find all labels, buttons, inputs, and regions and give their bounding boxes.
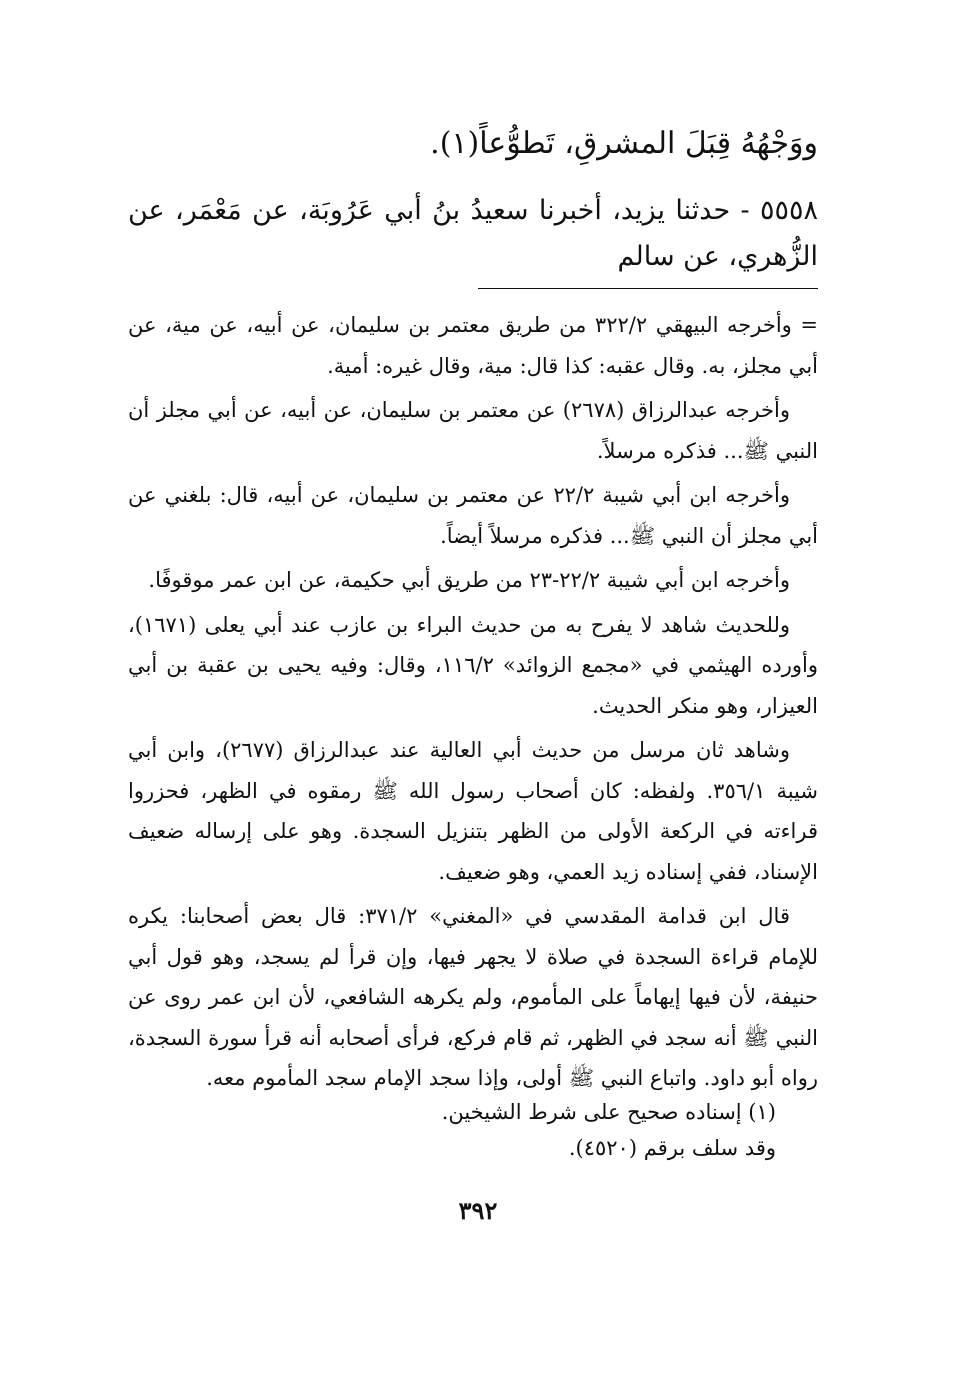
- page-number: ٣٩٢: [458, 1196, 498, 1225]
- note-paragraph: = وأخرجه البيهقي ٣٢٢/٢ من طريق معتمر بن سليمان، عن أبيه، عن مية، عن أبي مجلز، به. وقال عقبه: كذا قال: مية، وقال غيره: أمية.: [128, 313, 818, 378]
- notes-section: [128, 305, 818, 1103]
- footnote-line: (١) إسناده صحيح على شرط الشيخين.: [441, 1100, 776, 1124]
- footnote-line: وقد سلف برقم (٤٥٢٠).: [568, 1136, 776, 1160]
- note-paragraph: وشاهد ثان مرسل من حديث أبي العالية عند عبدالرزاق (٢٦٧٧)، وابن أبي شيبة ٣٥٦/١. ولفظه: كان أصحاب رسول الله ﷺ رمقوه في الظهر، فحزروا قراءته في الركعة الأولى من الظهر بتنزيل السجدة. وهو على إرساله ضعيف الإسناد، ففي إسناده زيد العمي، وهو ضعيف.: [128, 738, 818, 884]
- note-paragraph: وأخرجه عبدالرزاق (٢٦٧٨) عن معتمر بن سليمان، عن أبيه، عن أبي مجلز أن النبي ﷺ... فذكره مرسلاً.: [128, 398, 818, 463]
- main-text-line: ووَجْهُهُ قِبَلَ المشرقِ، تَطوُّعاً(١).: [430, 126, 818, 161]
- footnote-section: [128, 1094, 818, 1166]
- note-paragraph: وأخرجه ابن أبي شيبة ٢٢/٢ عن معتمر بن سليمان، عن أبيه، قال: بلغني عن أبي مجلز أن النبي ﷺ... فذكره مرسلاً أيضاً.: [128, 483, 818, 548]
- note-paragraph: وللحديث شاهد لا يفرح به من حديث البراء بن عازب عند أبي يعلى (١٦٧١)، وأورده الهيثمي في «مجمع الزوائد» ١١٦/٢، وقال: وفيه يحيى بن عقبة بن أبي العيزار، وهو منكر الحديث.: [128, 612, 818, 718]
- note-paragraph: وأخرجه ابن أبي شيبة ٢٢/٢-٢٣ من طريق أبي حكيمة، عن ابن عمر موقوفًا.: [148, 568, 790, 592]
- note-paragraph: قال ابن قدامة المقدسي في «المغني» ٣٧١/٢: قال بعض أصحابنا: يكره للإمام قراءة السجدة في صلاة لا يجهر فيها، وإن قرأ لم يسجد، وهو قول أبي حنيفة، لأن فيها إيهاماً على المأموم، ولم يكرهه الشافعي، لأن ابن عمر روى عن النبي ﷺ أنه سجد في الظهر، ثم قام فركع، فرأى أصحابه أنه قرأ سورة السجدة، رواه أبو داود. واتباع النبي ﷺ أولى، وإذا سجد الإمام سجد المأموم معه.: [128, 904, 818, 1090]
- hadith-paragraph: ٥٥٥٨ - حدثنا يزيد، أخبرنا سعيدُ بنُ أبي عَرُوبَة، عن مَعْمَر، عن الزُّهري، عن سالم: [128, 195, 818, 272]
- footnote-divider: [478, 288, 818, 289]
